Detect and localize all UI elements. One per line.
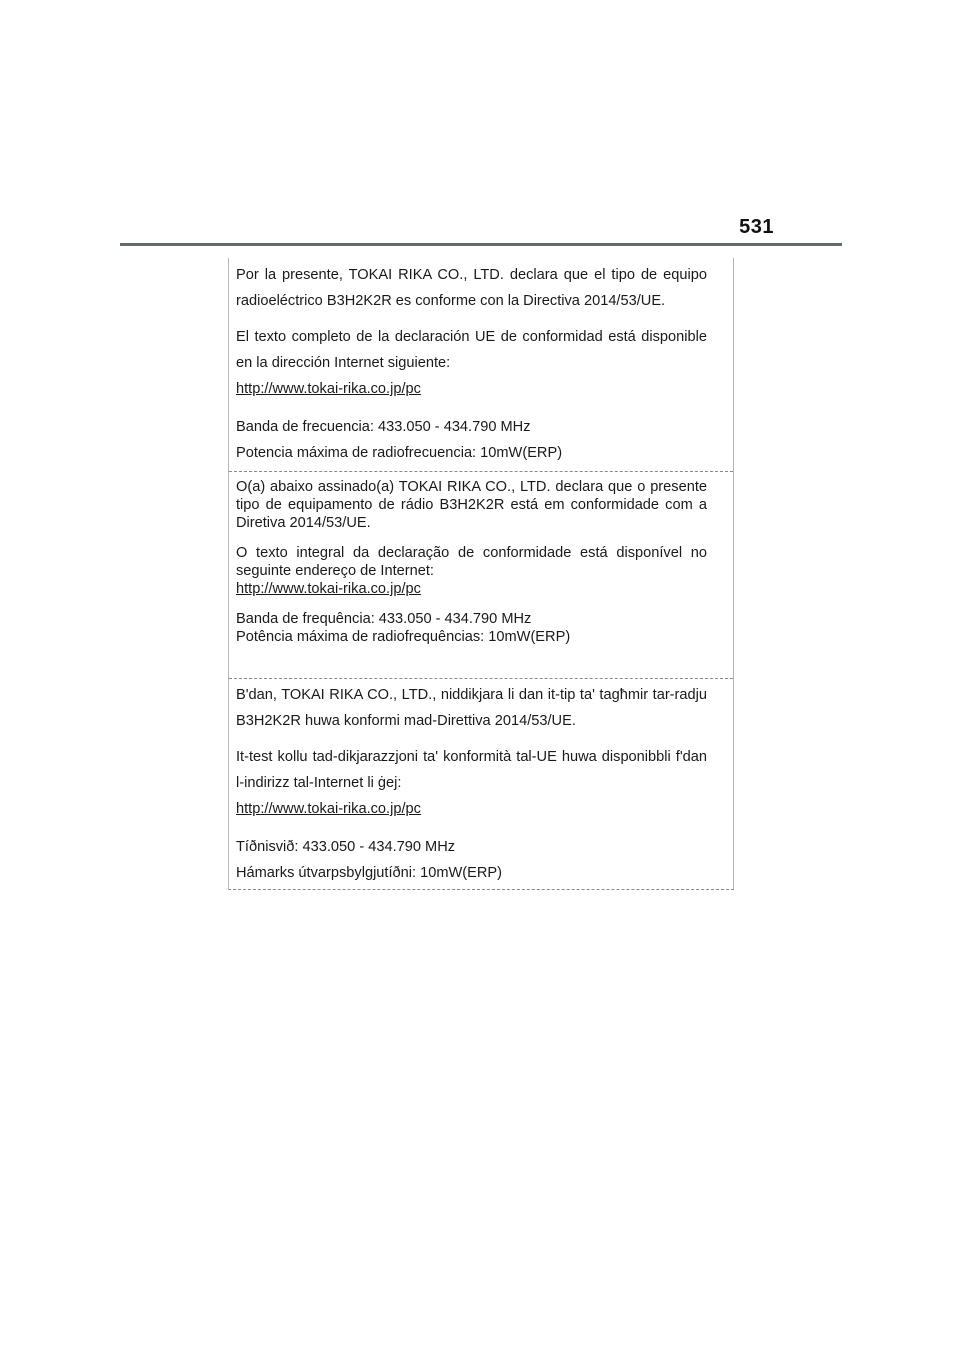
max-power: Hámarks útvarpsbylgjutíðni: 10mW(ERP) <box>236 865 503 881</box>
declaration-url-link[interactable]: http://www.tokai-rika.co.jp/pc <box>236 581 421 597</box>
section-divider <box>229 471 733 472</box>
frequency-band: Banda de frecuencia: 433.050 - 434.790 MHz <box>236 419 531 435</box>
availability-paragraph: El texto completo de la declaración UE de conformidad está disponible en la dirección Internet siguiente: <box>236 329 707 371</box>
declaration-section-pt <box>229 478 733 646</box>
availability-paragraph: It-test kollu tad-dikjarazzjoni ta' konformità tal-UE huwa disponibbli f'dan l-indirizz tal-Internet li ġej: <box>236 749 707 791</box>
availability-paragraph: O texto integral da declaração de conformidade está disponível no seguinte endereço de Internet: <box>236 545 707 579</box>
declaration-paragraph: O(a) abaixo assinado(a) TOKAI RIKA CO., LTD. declara que o presente tipo de equipamento de rádio B3H2K2R está em conformidade com a Diretiva 2014/53/UE. <box>236 479 707 531</box>
declaration-section-es <box>229 262 733 466</box>
declaration-section-mt <box>229 682 733 886</box>
declaration-url-link[interactable]: http://www.tokai-rika.co.jp/pc <box>236 381 421 397</box>
frequency-band: Banda de frequência: 433.050 - 434.790 MHz <box>236 611 532 627</box>
declaration-frame <box>228 258 734 890</box>
frequency-band: Tíðnisvið: 433.050 - 434.790 MHz <box>236 839 456 855</box>
declaration-url-link[interactable]: http://www.tokai-rika.co.jp/pc <box>236 801 421 817</box>
declaration-paragraph: B'dan, TOKAI RIKA CO., LTD., niddikjara li dan it-tip ta' tagħmir tar-radju B3H2K2R huwa konformi mad-Direttiva 2014/53/UE. <box>236 687 707 729</box>
max-power: Potencia máxima de radiofrecuencia: 10mW(ERP) <box>236 445 563 461</box>
header-rule <box>120 243 842 246</box>
page-number: 531 <box>739 216 774 238</box>
declaration-paragraph: Por la presente, TOKAI RIKA CO., LTD. declara que el tipo de equipo radioeléctrico B3H2K2R es conforme con la Directiva 2014/53/UE. <box>236 267 707 309</box>
max-power: Potência máxima de radiofrequências: 10mW(ERP) <box>236 629 571 645</box>
section-divider <box>229 678 733 679</box>
